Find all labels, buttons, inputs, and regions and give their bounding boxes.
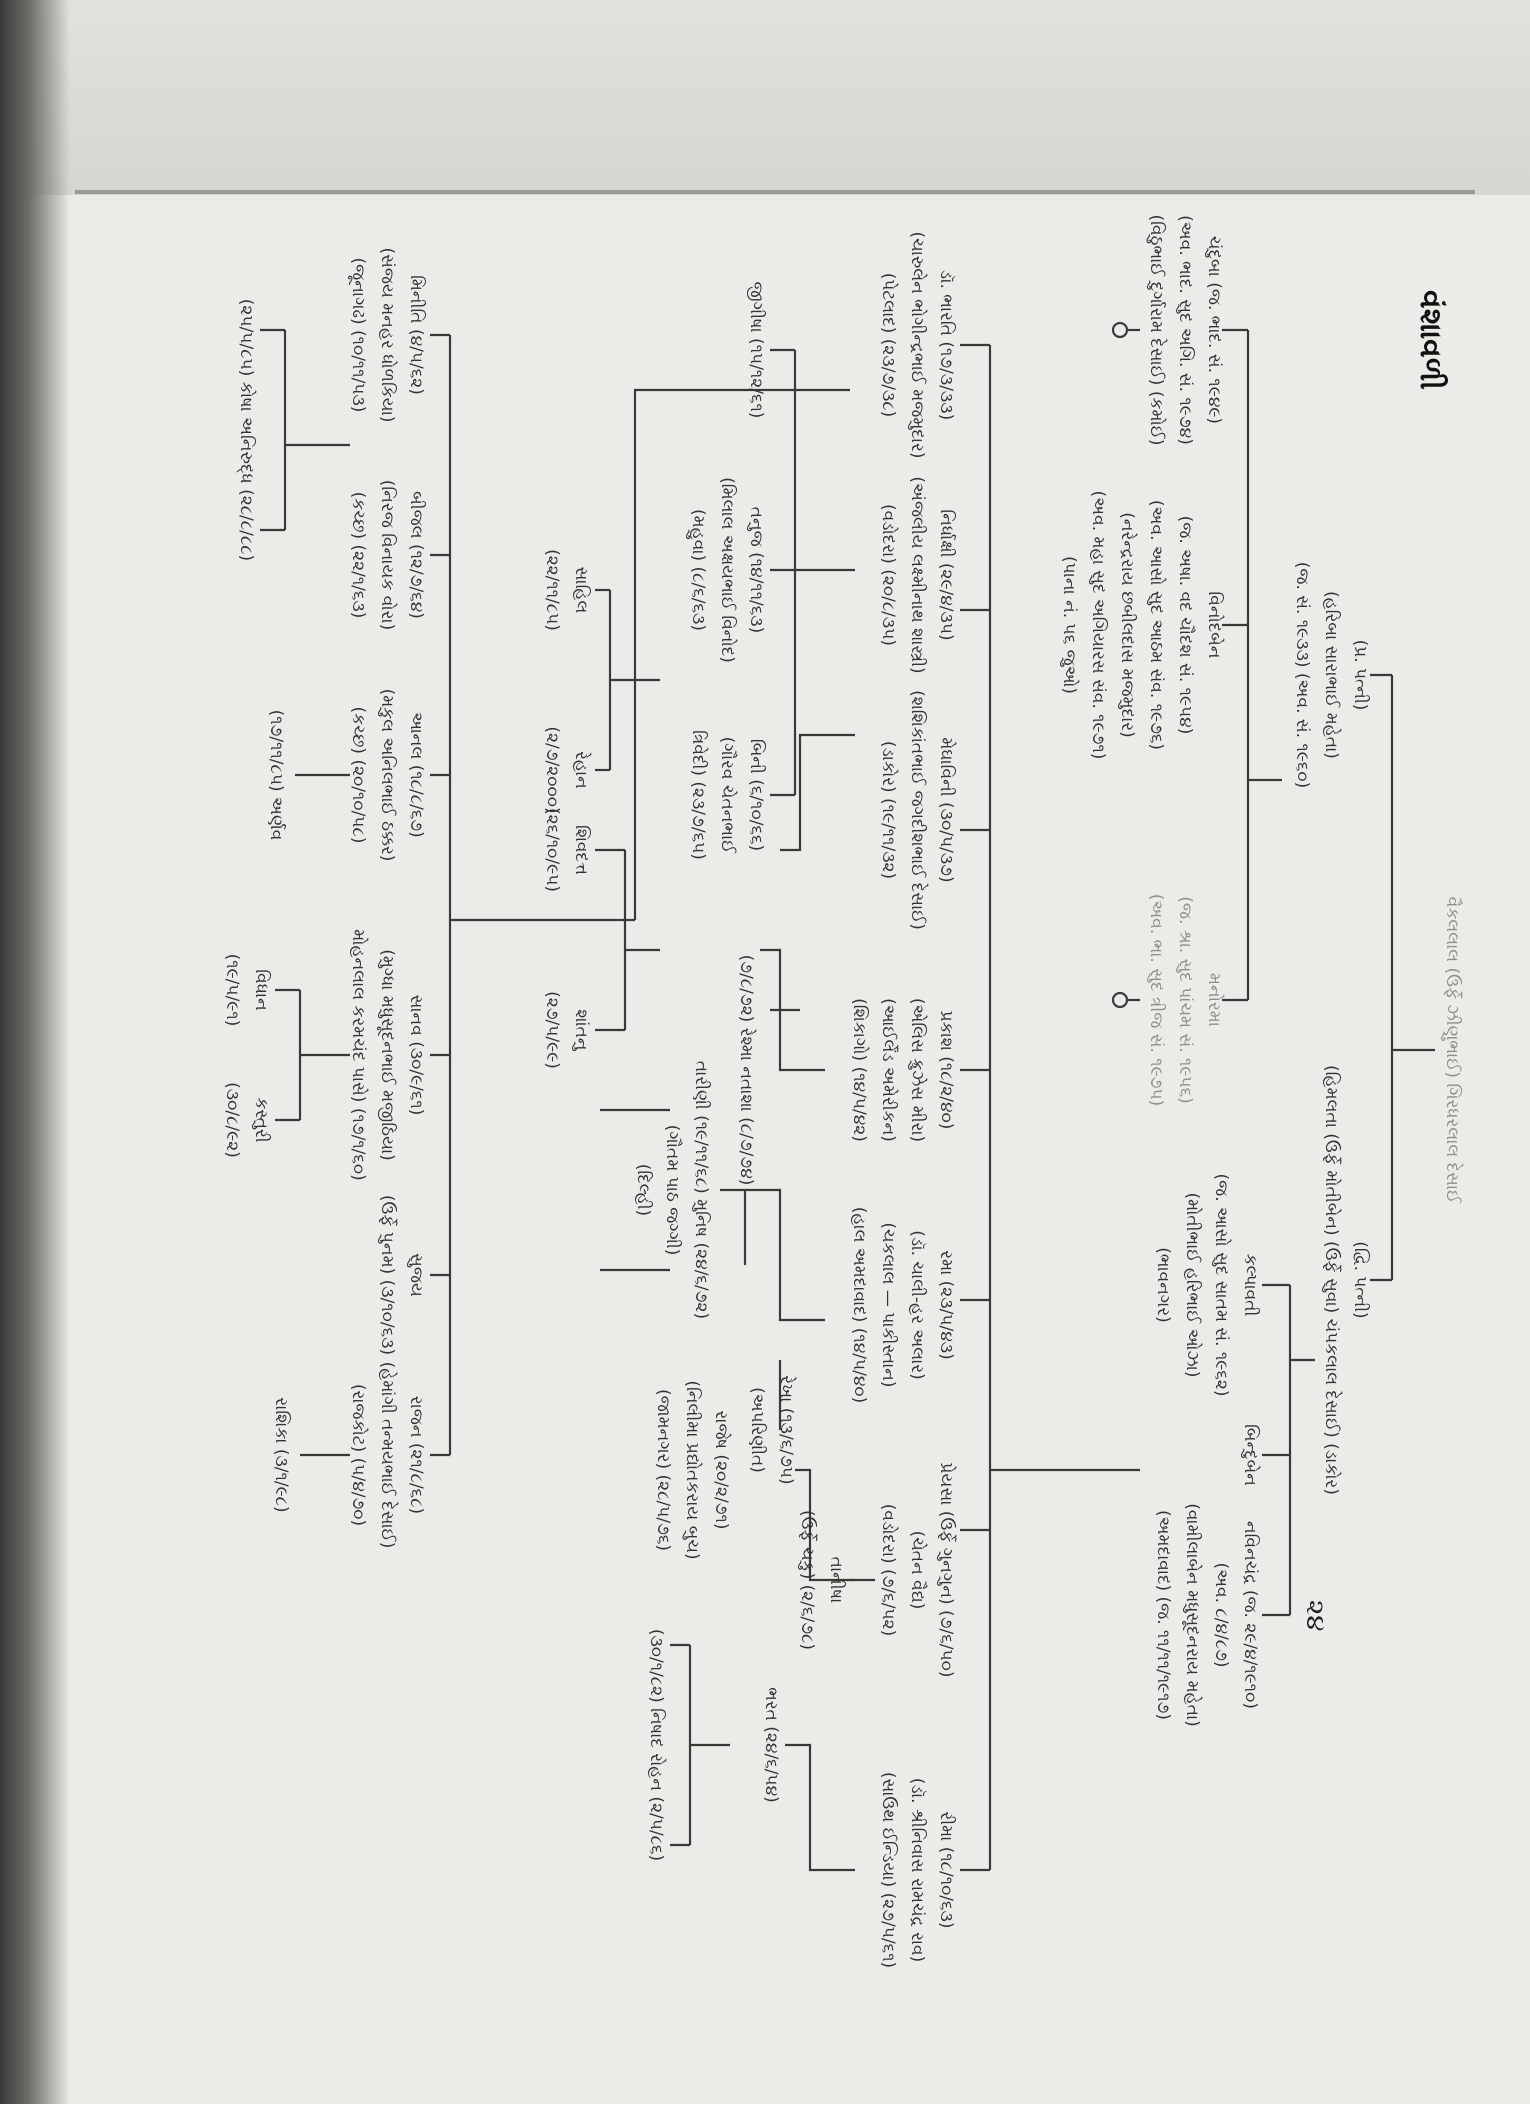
- node-manorama: મનોરમા (જ. શ્રા. સુદ પાંચમ સં. ૧૯૫૬) (અવ. ભા. સુદ ત્રીજ સં. ૧૯૭૫): [1146, 893, 1224, 1107]
- node-tarini-munish: તારીણી (૧૯/૧૧/૬૮) મુનિષ (૨૪/૬/૭૨) (ગૌતમ પાઠ જગ્ગી) (દિલ્હી): [633, 1060, 711, 1320]
- node-rajesh: રાજેષ (૨૦/૨/૭૧) (નિલીમા પ્રદ્યોતકરાય બુચ) (જામનગર) (૨૮/૫/૭૬): [653, 1380, 731, 1560]
- node-nishad-rohan: (૩૦/૧/૮૨) નિષાદ રોહન (૨/૫/૮૬): [646, 1628, 666, 1862]
- node-rama: રમા (૨૩/૫/૪૩) (ડૉ. ચાલી-હર અલાર) (ચકલાલ — પાકીસ્તાન) (હાલ અમદાવાદ) (૧૪/૫/૪૦): [849, 1206, 956, 1404]
- node-reshma-natasha: (૭/૮/૭૨) રેશ્મા નતાશા (૮/૭/૭૪): [736, 954, 756, 1186]
- node-kasturi: કસ્તુરી (૩૦/૮/૯૨): [222, 1082, 271, 1158]
- node-bijal: બીજલ (૧૨/૭/૬૪) (નિરજ વિનાયક વોરા) (કચ્છ) (૨૨/૧/૬૩): [348, 479, 426, 631]
- node-root: વૈકલલાલ (ઉર્ફે ઝીણુભાઈ) ગિરધરલાલ દેસાઈ: [1442, 896, 1462, 1204]
- node-arnav: (૧૭/૧૧/૮૫) અર્ણવ: [266, 709, 286, 841]
- node-rashika: રાશિકા (૩/૧/૯૮): [271, 1397, 291, 1513]
- node-chanduba: ચંદુબા (જ. ભાદ. સં. ૧૯૪૯) (અવ. ભાદ. સુદ અગિ. સં. ૧૯૭૪) (વિઠુભાઈ દુર્ગારામ દેસાઈ) (કમોઈ): [1146, 214, 1224, 446]
- node-meghavini: મેઘાવિની (૩૦/૫/૩૭) (શશિકાંતભાઈ જગદીશભાઈ દેસાઈ) (ડાકોર) (૧૯/૧૧/૩૨): [878, 690, 956, 930]
- connector-megh-down: [780, 735, 855, 850]
- node-vinodben: વિનોદબેન (જ. અષા. વદ ચૌદશ સં. ૧૯૫૪) (અવ. આસો સુદ આઠમ સંવ. ૧૯૭૬) (નરેન્દ્રરાય છબીલદાસ મજમુદાર) (અવ. મહા સુદ અગિયારસ સંવ. ૧૯૭૧) (પાના નં. ૫૬ જુઓ): [1059, 490, 1224, 760]
- node-vidhan: વિધાન (૧૯/૫/૯૧): [222, 953, 271, 1027]
- node-navinchandra: નવિનચંદ્ર (જ. ૨૯/૪/૧૯૧૦) (અવ. ૮/૪/૮૭) (વામીલાબેન મધુસૂદનરાય મહેતા) (અમદાવાદ) (જ. ૧૧/૧૧/૧૯૧૭): [1153, 1503, 1260, 1727]
- family-tree: [60, 214, 1462, 2060]
- node-shivdatt: શિવદત્ત (૨૬/૧૦/૯૫): [542, 807, 591, 893]
- node-rehan: રેહાન (૨/૭/૨૦૦૦): [542, 726, 591, 814]
- node-wife2: (દ્વિ. પત્ની) (હિમલતા (ઉર્ફે મોતીબેન) (ઉર્ફે સુવા) ચંપકલાલ દેસાઈ) (ડાકોર): [1321, 1065, 1370, 1495]
- node-jigisha: જીગીષા (૧૫/૧૨/૬૧): [746, 281, 766, 419]
- node-sahil: સાહિલ (૨૨/૧૧/૮૫): [542, 549, 591, 631]
- node-wife1: (પ્ર. પત્ની) (હરિબા સારાભાઈ મહેતા) (જ. સં. ૧૯૩૩) (અવ. સં. ૧૯૬૦): [1292, 561, 1370, 789]
- node-rekha: રેખા (૧૩/૬/૭૫) (અપરિણીત): [747, 1375, 796, 1485]
- photo-background-strip: [0, 0, 1530, 195]
- node-preyasa: પ્રેયસા (ઉર્ફે ગુનગુન) (૭/૬/૫૦) (ચેતન વૈદ્ય) (વડોદરા) (૭/૬/૫૨): [878, 1462, 956, 1678]
- node-rima: રીમા (૧૮/૧૦/૬૩) (ડૉ. શ્રીનિવાસ રામચંદ્ર રાવ) (સાઉથ ઈન્ડિયા) (૨૭/૫/૬૧): [878, 1771, 956, 1969]
- node-sanav: સાનવ (૩૦/૯/૬૧) (મુગ્ધા મધુસૂદનભાઈ મજીઠિયા) મોહનલાલ કરમચંદ પાસે) (૧૭/૧/૬૦): [348, 929, 426, 1181]
- node-bharati: ડૉ. ભારતિ (૧૭/૩/૩૩) (ચારુલેન ભોગીન્દ્રભાઈ મજમુદાર) (પેટલાદ) (૨૩/૭/૩૮): [878, 231, 956, 459]
- node-bini: બિની (૬/૧૦/૬૬) (ગૌરવ ચેતનભાઈ ત્રિવેદી) (૨૩/૭/૬૫): [688, 730, 766, 860]
- marker-chandu: [1113, 323, 1127, 337]
- node-prakash: પ્રકાશ (૧૮/૨/૪૦) (એલિસ ક્રુઝેસ મીરા) (આઈર્લેંડ અમેરીકન) (શિકાગો) (૧૪/૫/૪૨): [849, 997, 956, 1143]
- node-tanuj: તનુજ (૧૪/૧૧/૬૩) (મિલાલ અક્ષયભાઈ વિનોદ) (મહુવા) (૮/૬/૬૩): [688, 477, 766, 663]
- node-rajan: રાજન (૨૧/૮/૬૮) (હેમાંગી તન્મયભાઈ દેસાઈ) (રાજકોટ) (૫/૪/૭૦): [348, 1361, 426, 1549]
- node-binduben: બિન્દુબેન: [1240, 1424, 1260, 1486]
- marker-manorama: [1113, 993, 1127, 1007]
- node-nirdhakshi: નિર્ધાક્ષી (૨૯/૪/૩૫) (અંજલીય લક્ષ્મીનાથ શાસ્ત્રી) (વડોદરા) (૨૦/૮/૩૫): [878, 476, 956, 674]
- node-anal: આનલ (૧૮/૮/૬૭) (મકુલ અનિલભાઈ ઠક્કર) (કચ્છ) (૨૦/૧૦/૫૮): [348, 688, 426, 862]
- node-bharat: ભરત (૨૪/૬/૫૪): [761, 1687, 781, 1803]
- node-miniti: મિનીતિ (૪/૫/૬૨) (સંજય મનહર ધોળકિયા) (જૂનાગઢ) (૧૦/૧૧/૫૩): [348, 247, 426, 423]
- page-number: ૨૪: [1300, 1600, 1330, 1632]
- node-kalpavati: કલ્પાવતી (જ. આસો સુદ સાતમ સં. ૧૯૬૨) (મોતીભાઈ હરિભાઈ ઓઝા) (ભાવનગર): [1153, 1173, 1260, 1397]
- node-kosha-aniruddh: (૨૫/૫/૮૫) કોષા અનિરુદ્ધ (૨૮/૮/૮૮): [236, 298, 256, 562]
- node-tanisha: તાનીષા (ઉર્ફે ચકુ) (૨/૬/૭૮): [797, 1509, 846, 1651]
- page-fold-line: [75, 190, 1475, 194]
- page-heading: વંશાવળી: [1413, 290, 1448, 390]
- connector-rima-bharat: [785, 1745, 855, 1870]
- node-sujay: સુજય (ઉર્ફે પુનમ) (૩/૧૦/૬૩): [377, 1194, 426, 1356]
- node-shantanu: શાંતનુ (૨૭/૫/૯૯): [542, 991, 591, 1069]
- connector-rama-down: [720, 1190, 825, 1320]
